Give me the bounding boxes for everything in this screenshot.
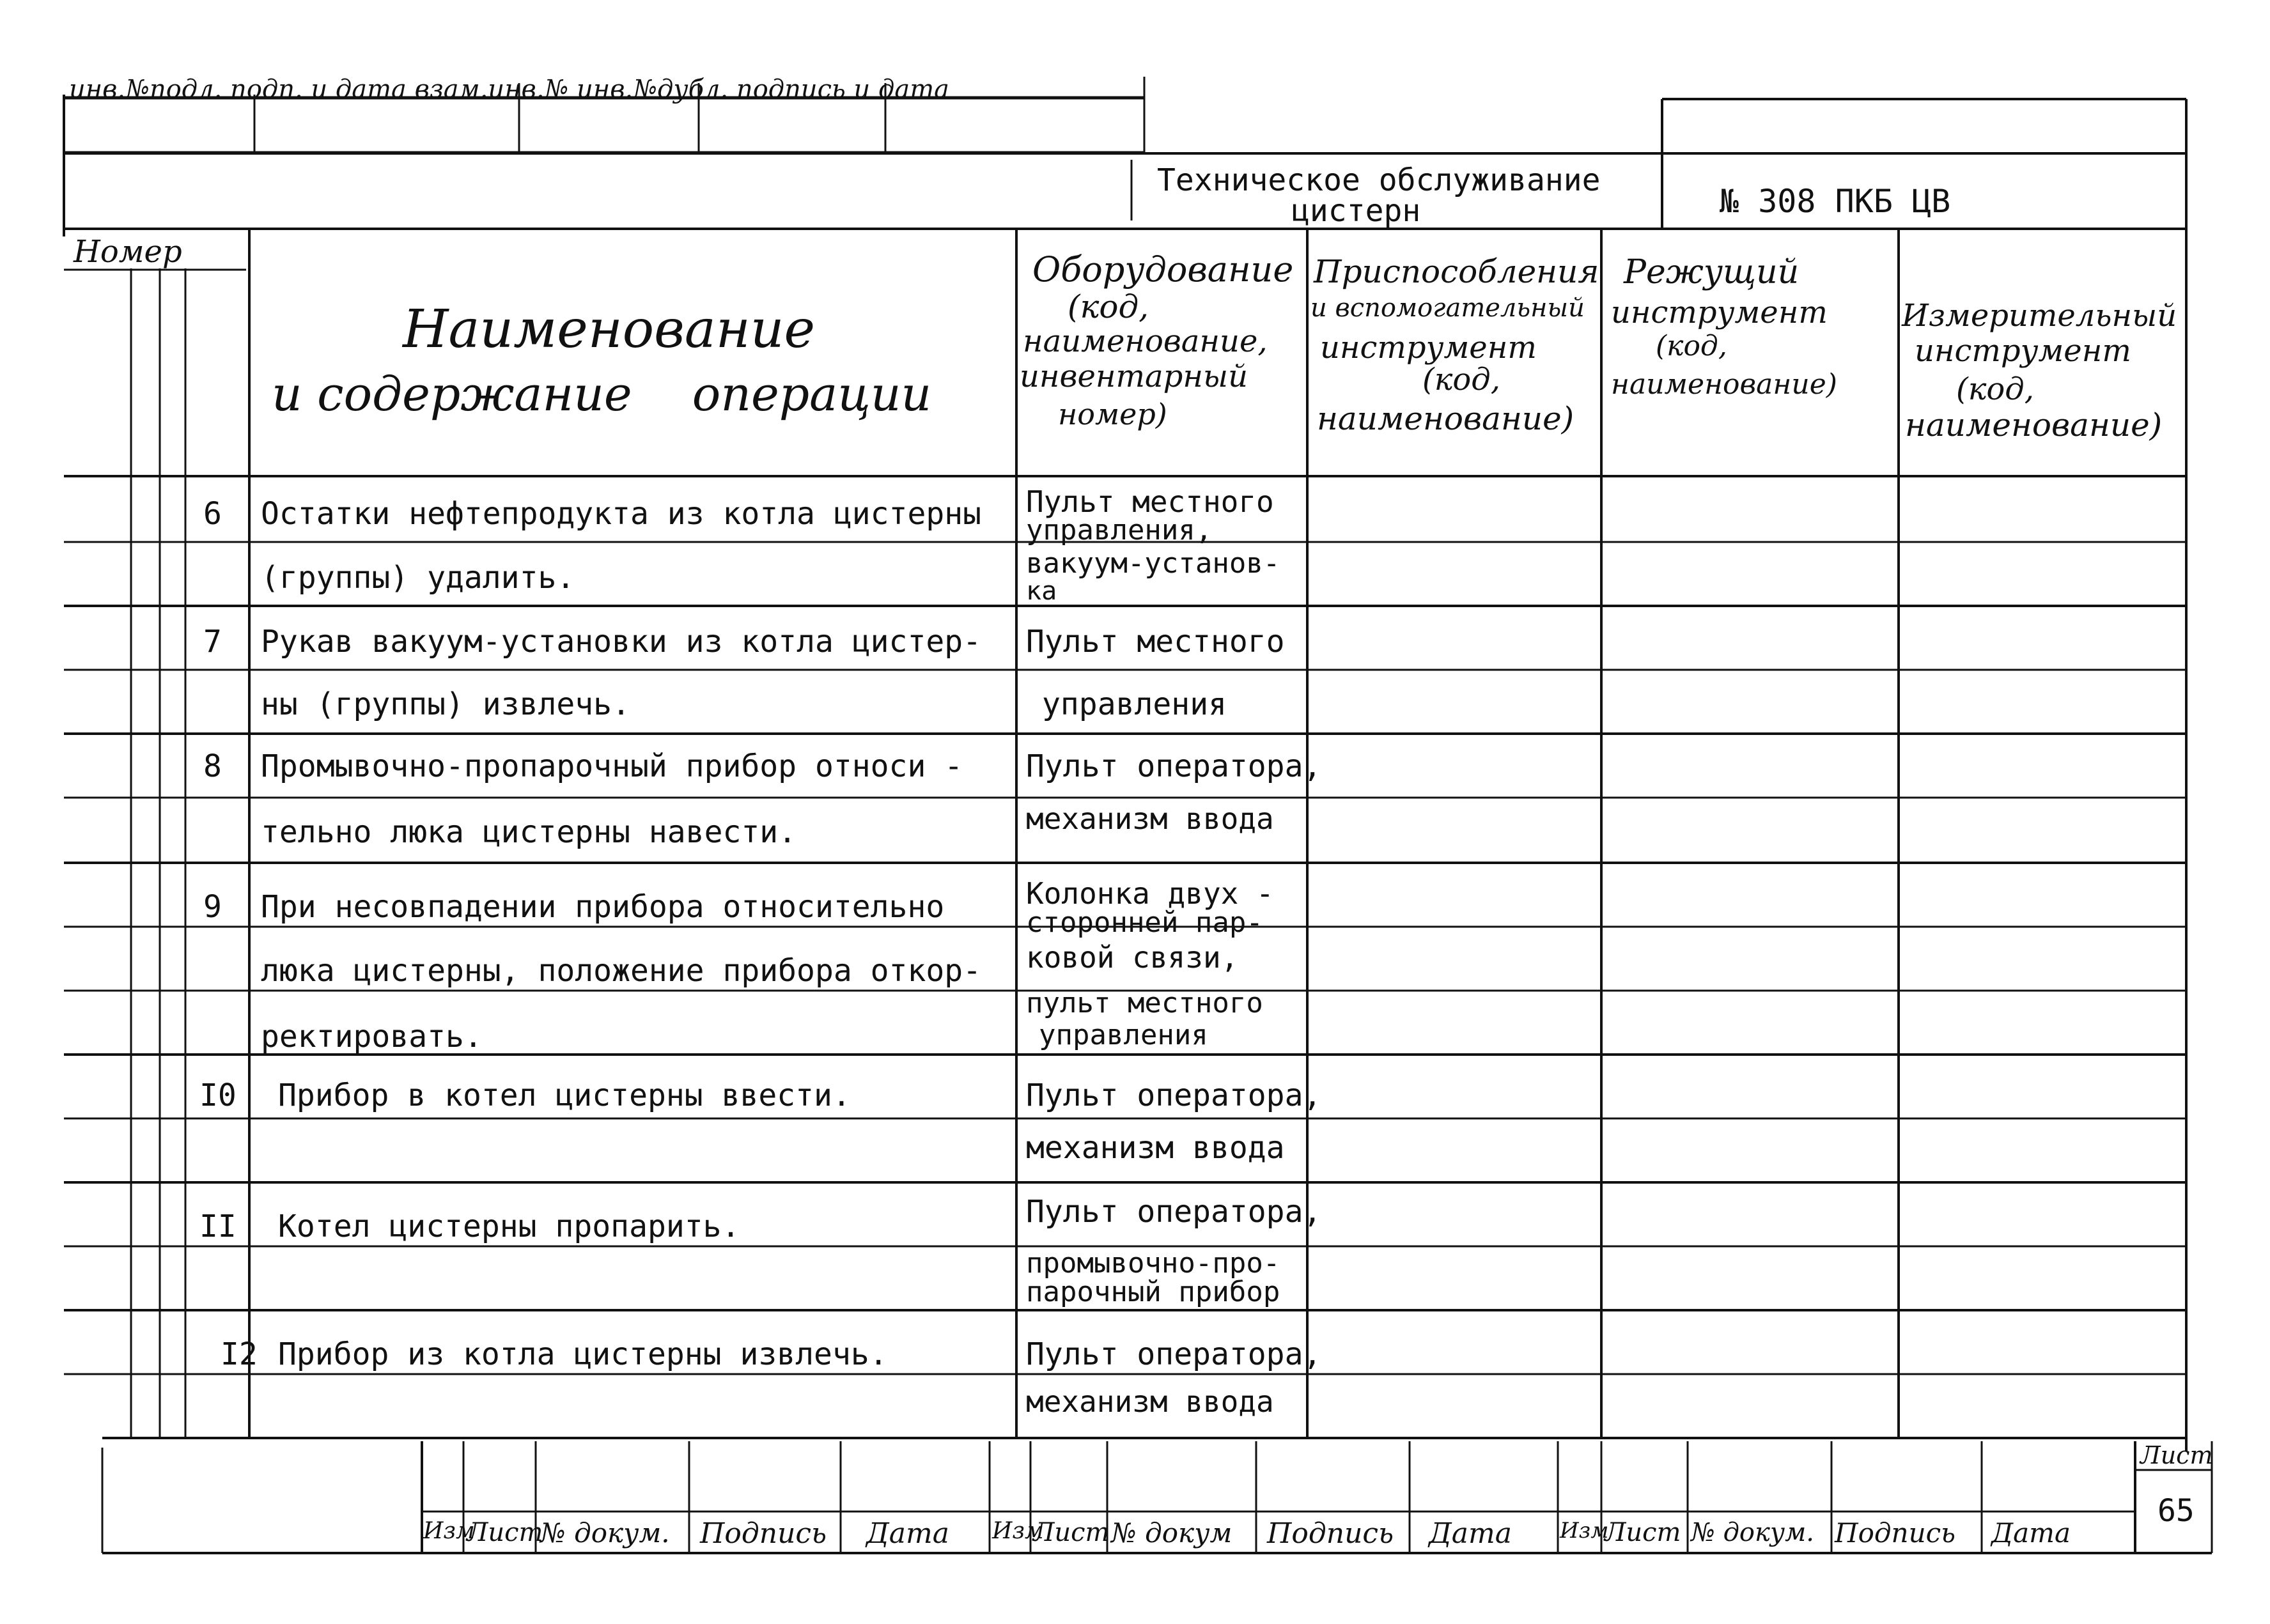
footer-label-docnum: № докум. <box>540 1517 670 1549</box>
operation-text: люка цистерны, положение прибора откор- <box>261 953 982 989</box>
operation-text: Прибор из котла цистерны извлечь. <box>278 1336 888 1372</box>
equipment-text: ковой связи, <box>1026 940 1239 975</box>
equipment-text: промывочно-про- <box>1026 1247 1280 1280</box>
operation-text: При несовпадении прибора относительно <box>261 889 945 925</box>
row-number: I2 <box>221 1336 258 1372</box>
header-fixtures-line: и вспомогательный <box>1310 293 1585 323</box>
footer-label-izm: Изм <box>1560 1518 1609 1543</box>
equipment-text: механизм ввода <box>1026 1130 1285 1166</box>
equipment-text: Пульт оператора, <box>1026 1078 1322 1113</box>
header-cutting-line: инструмент <box>1611 295 1828 330</box>
operation-text: ны (группы) извлечь. <box>261 686 630 722</box>
footer-label-izm: Изм <box>992 1518 1044 1544</box>
operation-text: Прибор в котел цистерны ввести. <box>278 1078 851 1113</box>
equipment-text: механизм ввода <box>1026 801 1274 836</box>
row-number: 8 <box>203 748 222 784</box>
equipment-text: сторонней пар- <box>1026 906 1263 939</box>
header-fixtures-line: Приспособления <box>1314 253 1599 290</box>
equipment-text: Пульт оператора, <box>1026 748 1322 784</box>
header-measuring-line: (код, <box>1956 371 2034 407</box>
equipment-text: управления <box>1042 686 1227 722</box>
header-equipment-line: (код, <box>1068 288 1149 325</box>
operation-text: Остатки нефтепродукта из котла цистерны <box>261 496 982 532</box>
operation-text: Котел цистерны пропарить. <box>278 1209 740 1244</box>
footer-label-date: Дата <box>1991 1517 2071 1549</box>
equipment-text: Пульт местного <box>1026 624 1285 660</box>
equipment-text: пульт местного <box>1026 987 1263 1019</box>
header-measuring-line: Измерительный <box>1902 298 2177 334</box>
sheet-label: Лист <box>2140 1441 2213 1469</box>
stamp-strip-text: инв.№подл. подп. и дата взам.инв.№ инв.№дубл. подпись и дата <box>69 75 949 104</box>
footer-label-list: Лист <box>1033 1518 1110 1547</box>
header-fixtures-line: (код, <box>1422 362 1500 398</box>
header-equipment-line: инвентарный <box>1020 359 1248 394</box>
row-number: I0 <box>199 1078 237 1113</box>
equipment-text: Колонка двух - <box>1026 876 1274 911</box>
equipment-text: Пульт местного <box>1026 484 1274 519</box>
header-cutting-line: Режущий <box>1624 253 1800 291</box>
header-name-line1: Наименование <box>403 299 816 360</box>
row-number: II <box>199 1209 237 1244</box>
header-measuring-line: инструмент <box>1915 333 2131 369</box>
footer-label-date: Дата <box>866 1517 949 1550</box>
header-cutting-line: наименование) <box>1611 368 1837 401</box>
document-number: № 308 ПКБ ЦВ <box>1720 183 1951 220</box>
header-nomer: Номер <box>74 234 182 270</box>
footer-label-signature: Подпись <box>700 1517 827 1550</box>
equipment-text: механизм ввода <box>1026 1384 1274 1419</box>
document-title-line2: цистерн <box>1291 193 1421 229</box>
footer-label-list: Лист <box>467 1518 543 1547</box>
sheet-number: 65 <box>2157 1493 2195 1529</box>
row-number: 6 <box>203 496 222 532</box>
document-title-line1: Техническое обслуживание <box>1157 162 1601 198</box>
operation-text: тельно люка цистерны навести. <box>261 814 797 850</box>
operation-text: (группы) удалить. <box>261 560 575 596</box>
header-fixtures-line: наименование) <box>1317 400 1574 437</box>
equipment-text: Пульт оператора, <box>1026 1194 1322 1230</box>
operation-text: Рукав вакуум-установки из котла цистер- <box>261 624 982 660</box>
row-number: 9 <box>203 889 222 925</box>
footer-label-izm: Изм <box>423 1518 475 1544</box>
equipment-text: парочный прибор <box>1026 1276 1280 1308</box>
header-equipment-line: Оборудование <box>1032 249 1294 290</box>
footer-label-signature: Подпись <box>1835 1517 1956 1549</box>
equipment-text: ка <box>1026 576 1057 606</box>
header-equipment-line: наименование, <box>1023 323 1268 359</box>
header-cutting-line: (код, <box>1656 330 1727 362</box>
row-number: 7 <box>203 624 222 660</box>
equipment-text: управления, <box>1026 514 1213 546</box>
header-measuring-line: наименование) <box>1905 406 2163 444</box>
footer-label-list: Лист <box>1605 1518 1681 1547</box>
equipment-text: управления <box>1039 1019 1208 1051</box>
footer-label-docnum: № докум. <box>1691 1518 1814 1547</box>
header-name-line2: и содержание операции <box>272 367 932 422</box>
header-fixtures-line: инструмент <box>1320 330 1537 366</box>
footer-label-signature: Подпись <box>1267 1517 1394 1550</box>
footer-label-date: Дата <box>1429 1517 1512 1550</box>
footer-label-docnum: № докум <box>1111 1517 1232 1549</box>
equipment-text: Пульт оператора, <box>1026 1336 1322 1372</box>
operation-text: ректировать. <box>261 1019 483 1055</box>
header-equipment-line: номер) <box>1058 397 1167 431</box>
equipment-text: вакуум-установ- <box>1026 547 1280 580</box>
operation-text: Промывочно-пропарочный прибор относи - <box>261 748 963 784</box>
